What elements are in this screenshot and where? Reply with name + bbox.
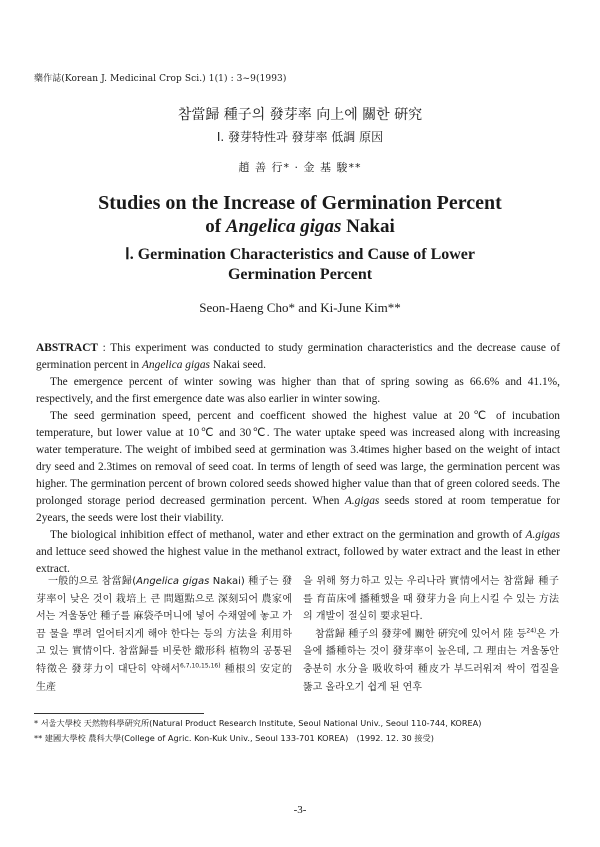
footnote-1: * 서울大學校 天然物科學硏究所(Natural Product Research Institute, Seoul National Univ., Seoul 110-744, KOREA) [34, 718, 482, 728]
english-title-line4: Germination Percent [227, 266, 373, 283]
reference-marker: 6,7,10,15,16) [180, 662, 221, 670]
abstract-paragraph-2: The emergence percent of winter sowing was higher than that of spring sowing as 66.6% and 41.1%, respectively, and the first emergence date was also earlier in winter sowing. [36, 376, 560, 405]
footnote-divider [34, 713, 204, 714]
body-paragraph: 을 위해 努力하고 있는 우리나라 實情에서는 참當歸 種子를 育苗床에 播種했을 때 發芽力을 向上시킬 수 있는 方法의 개발이 절실히 要求된다. [303, 576, 559, 623]
abstract-paragraph-4: The biological inhibition effect of methanol, water and ether extract on the germination and growth of A.gigas and lettuce seed showed the highest value in the methanol extract, followed by water extract and the least in ether extract. [36, 529, 560, 575]
reference-marker: 24) [526, 627, 537, 635]
abstract-paragraph-3: The seed germination speed, percent and coefficent showed the highest value at 20℃ of incubation temperature, but lower value at 10℃ and 30℃. The water uptake speed was increased along with increasing water temperature. The weight of imbibed seed at germination was 3.4times higher based on the weight of intact dry seed and 2.3times on removal of seed coat. In terms of length of seed was large, the germination percent was higher. The germination percent of brown colored seeds showed higher value than that of green colored seeds. The prolonged storage period decreased germination percent. When A.gigas seeds stored at room temperatue for 2years, the seeds were lost their viability. [36, 410, 560, 524]
body-column-right [303, 573, 559, 696]
footnote-2: ** 建國大學校 農科大學(College of Agric. Kon-Kuk Univ., Seoul 133-701 KOREA) (1992. 12. 30 接受) [34, 733, 434, 743]
journal-citation: 藥作誌(Korean J. Medicinal Crop Sci.) 1(1) : 3~9(1993) [34, 74, 287, 84]
abstract-label: ABSTRACT [36, 342, 99, 354]
english-authors: Seon-Haeng Cho* and Ki-June Kim** [199, 300, 401, 315]
english-title-line3: Ⅰ. Germination Characteristics and Cause of Lower [124, 246, 475, 263]
abstract-paragraph-1: ABSTRACT : This experiment was conducted to study germination characteristics and the decrease cause of germination percent in Angelica gigas Nakai seed. [36, 342, 560, 371]
body-paragraph: 참當歸 種子의 發芽에 關한 硏究에 있어서 陸 등$^{24)}$은 가을에 播種하는 것이 發芽率이 높은데, 그 理由는 겨울동안 충분히 水分을 吸收하여 種皮가 부드러워져 싹이 껍질을 뚫고 올라오기 쉽게 된 연후 [303, 627, 559, 693]
body-column-left [36, 573, 292, 696]
title-prefix: of [205, 216, 222, 237]
page-number: -3- [293, 804, 307, 816]
body-paragraph: 一般的으로 참當歸(Angelica gigas Nakai) 種子는 發芽率이 낮은 것이 栽培上 큰 問題點으로 深刻되어 農家에서는 겨울동안 種子를 麻袋주머니에 넣어 수채옆에 놓고 가끔 물을 뿌려 얼어터지게 해야 한다는 등의 方法을 利用하고 있는 實情이다. 참當歸를 비롯한 繖形科 植物의 공통된 特徵은 發芽力이 대단히 약해서$^{6,7,10,15,16)}$ 種根의 安定的 生產 [36, 576, 293, 693]
english-title-line1: Studies on the Increase of Germination Percent [98, 192, 502, 214]
english-title-line2 [0, 216, 600, 238]
title-suffix: Nakai [346, 216, 395, 237]
korean-authors: 趙 善 行* · 金 基 駿** [238, 161, 362, 174]
korean-subtitle: Ⅰ. 發芽特性과 發芽率 低調 原因 [216, 130, 384, 144]
title-species: Angelica gigas [225, 216, 342, 237]
korean-title: 참當歸 種子의 發芽率 向上에 關한 硏究 [177, 107, 423, 123]
abstract [36, 340, 560, 578]
